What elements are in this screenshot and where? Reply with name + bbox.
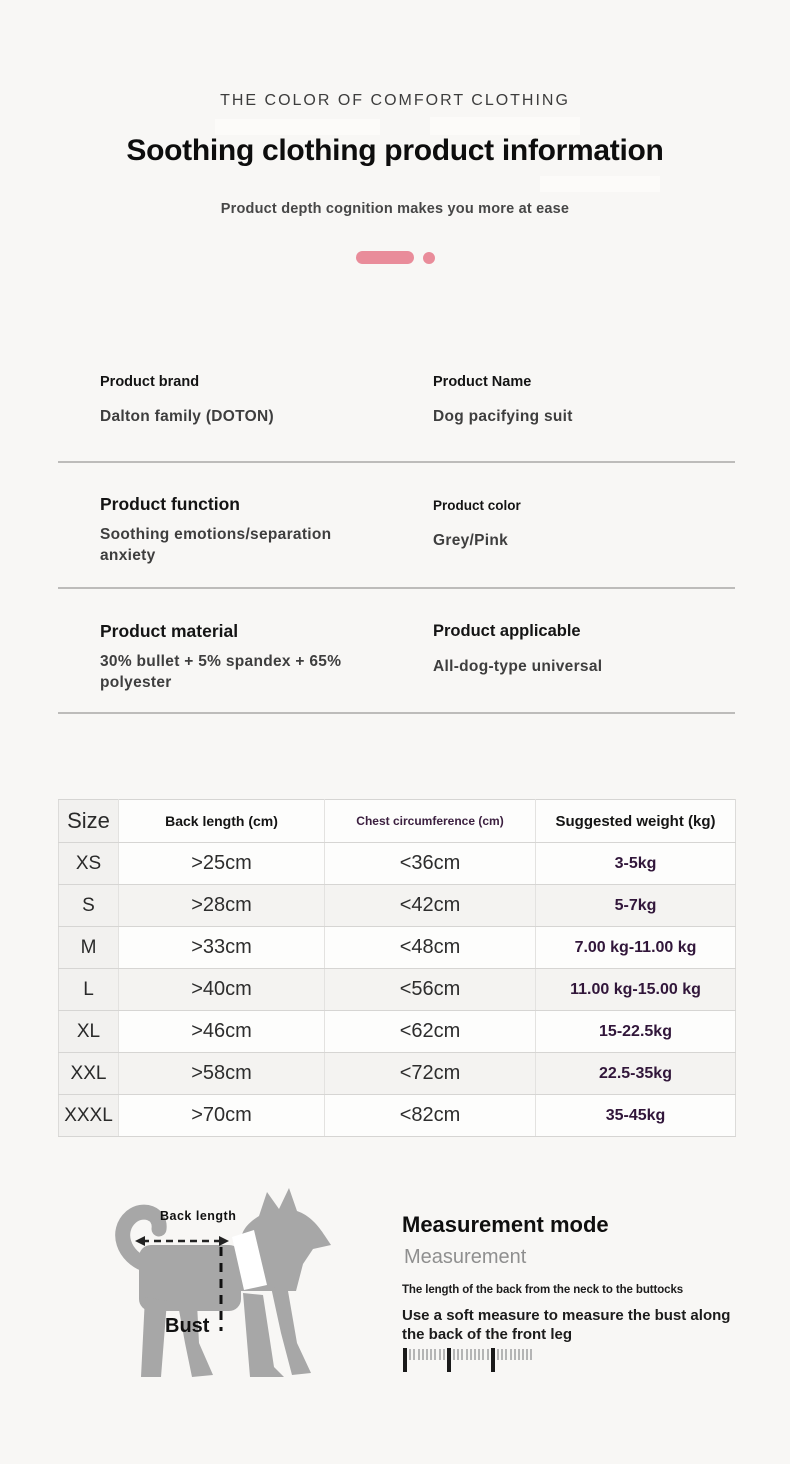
size-cell: S xyxy=(59,885,119,927)
column-header-suggested-weight: Suggested weight (kg) xyxy=(536,800,736,843)
label-product-brand: Product brand xyxy=(100,374,200,390)
chest-circumference-cell: <36cm xyxy=(325,843,536,885)
dog-measurement-diagram xyxy=(95,1185,340,1385)
suggested-weight-cell: 3-5kg xyxy=(536,843,736,885)
value-product-name: Dog pacifying suit xyxy=(433,408,573,425)
ruler-tick-minor xyxy=(501,1349,503,1360)
ruler-tick-minor xyxy=(457,1349,459,1360)
accent-dot xyxy=(423,252,435,264)
chest-circumference-cell: <72cm xyxy=(325,1053,536,1095)
ruler-tick-minor xyxy=(487,1349,489,1360)
size-table-row-l xyxy=(59,969,736,1011)
back-length-cell: >28cm xyxy=(119,885,325,927)
ruler-tick-major xyxy=(491,1348,495,1372)
size-table-row-xxl xyxy=(59,1053,736,1095)
ruler-tick-minor xyxy=(426,1349,428,1360)
size-cell: XL xyxy=(59,1011,119,1053)
back-length-cell: >40cm xyxy=(119,969,325,1011)
ruler-tick-minor xyxy=(434,1349,436,1360)
ruler-tick-minor xyxy=(418,1349,420,1360)
ruler-tick-minor xyxy=(474,1349,476,1360)
column-header-chest-text: Chest circumference (cm) xyxy=(356,814,504,828)
ruler-tick-minor xyxy=(522,1349,524,1360)
back-length-cell: >70cm xyxy=(119,1095,325,1137)
value-product-material: 30% bullet + 5% spandex + 65% polyester xyxy=(100,653,342,691)
ruler-tick-major xyxy=(403,1348,407,1372)
ruler-tick-minor xyxy=(422,1349,424,1360)
size-cell: XXL xyxy=(59,1053,119,1095)
ruler-tick-minor xyxy=(439,1349,441,1360)
chest-circumference-cell: <62cm xyxy=(325,1011,536,1053)
ghost-patch xyxy=(215,119,380,135)
back-length-label: Back length xyxy=(160,1209,237,1223)
back-length-cell: >58cm xyxy=(119,1053,325,1095)
ruler-tick-minor xyxy=(461,1349,463,1360)
chest-circumference-cell: <56cm xyxy=(325,969,536,1011)
label-product-applicable: Product applicable xyxy=(433,622,581,640)
ruler-tick-minor xyxy=(482,1349,484,1360)
label-product-color: Product color xyxy=(433,498,521,513)
ruler-tick-minor xyxy=(409,1349,411,1360)
accent-bar xyxy=(356,251,414,264)
column-header-back-length: Back length (cm) xyxy=(119,800,325,843)
value-product-applicable: All-dog-type universal xyxy=(433,658,603,675)
suggested-weight-cell: 5-7kg xyxy=(536,885,736,927)
page-subtitle: Product depth cognition makes you more at ease xyxy=(220,201,570,217)
ruler-tick-minor xyxy=(526,1349,528,1360)
size-cell: L xyxy=(59,969,119,1011)
divider xyxy=(58,587,735,589)
measurement-bust-instruction: Use a soft measure to measure the bust along the back of the front leg xyxy=(402,1307,731,1343)
size-table-row-xl xyxy=(59,1011,736,1053)
label-product-material: Product material xyxy=(100,621,239,641)
page-title: Soothing clothing product information xyxy=(126,134,664,167)
measurement-mode-title: Measurement mode xyxy=(402,1212,609,1237)
size-table-row-xs xyxy=(59,843,736,885)
ruler-tick-minor xyxy=(443,1349,445,1360)
ruler-tick-minor xyxy=(514,1349,516,1360)
chest-circumference-cell: <48cm xyxy=(325,927,536,969)
column-header-chest-circumference xyxy=(325,800,536,843)
ghost-patch xyxy=(430,117,580,135)
column-header-size: Size xyxy=(59,800,119,843)
ruler-tick-minor xyxy=(478,1349,480,1360)
size-cell: XXXL xyxy=(59,1095,119,1137)
size-table-row-m xyxy=(59,927,736,969)
ruler-tick-minor xyxy=(518,1349,520,1360)
ruler-tick-minor xyxy=(430,1349,432,1360)
ruler-tick-minor xyxy=(530,1349,532,1360)
suggested-weight-cell: 35-45kg xyxy=(536,1095,736,1137)
measurement-back-instruction: The length of the back from the neck to the buttocks xyxy=(402,1284,684,1296)
ruler-tick-major xyxy=(447,1348,451,1372)
eyebrow-text: THE COLOR OF COMFORT CLOTHING xyxy=(220,92,570,109)
value-product-function: Soothing emotions/separation anxiety xyxy=(100,526,332,564)
ruler-tick-minor xyxy=(470,1349,472,1360)
bust-label: Bust xyxy=(165,1315,210,1337)
ruler-tick-minor xyxy=(466,1349,468,1360)
label-product-function: Product function xyxy=(100,494,240,514)
size-table-row-s xyxy=(59,885,736,927)
ruler-tick-minor xyxy=(413,1349,415,1360)
size-cell: XS xyxy=(59,843,119,885)
size-table xyxy=(58,799,736,1137)
chest-circumference-cell: <42cm xyxy=(325,885,536,927)
ruler-tick-minor xyxy=(497,1349,499,1360)
back-length-cell: >33cm xyxy=(119,927,325,969)
size-table-row-xxxl xyxy=(59,1095,736,1137)
size-table-header-row xyxy=(59,800,736,843)
back-length-cell: >25cm xyxy=(119,843,325,885)
suggested-weight-cell: 11.00 kg-15.00 kg xyxy=(536,969,736,1011)
value-product-brand: Dalton family (DOTON) xyxy=(100,408,274,425)
suggested-weight-cell: 7.00 kg-11.00 kg xyxy=(536,927,736,969)
ruler-tick-minor xyxy=(510,1349,512,1360)
measurement-subtitle: Measurement xyxy=(404,1246,527,1268)
divider xyxy=(58,712,735,714)
ghost-patch xyxy=(540,176,660,192)
ruler-tick-minor xyxy=(505,1349,507,1360)
ruler-tick-minor xyxy=(453,1349,455,1360)
divider xyxy=(58,461,735,463)
ruler-illustration xyxy=(403,1348,532,1374)
suggested-weight-cell: 15-22.5kg xyxy=(536,1011,736,1053)
value-product-color: Grey/Pink xyxy=(433,532,509,549)
back-length-cell: >46cm xyxy=(119,1011,325,1053)
suggested-weight-cell: 22.5-35kg xyxy=(536,1053,736,1095)
chest-circumference-cell: <82cm xyxy=(325,1095,536,1137)
label-product-name: Product Name xyxy=(433,374,532,390)
size-cell: M xyxy=(59,927,119,969)
